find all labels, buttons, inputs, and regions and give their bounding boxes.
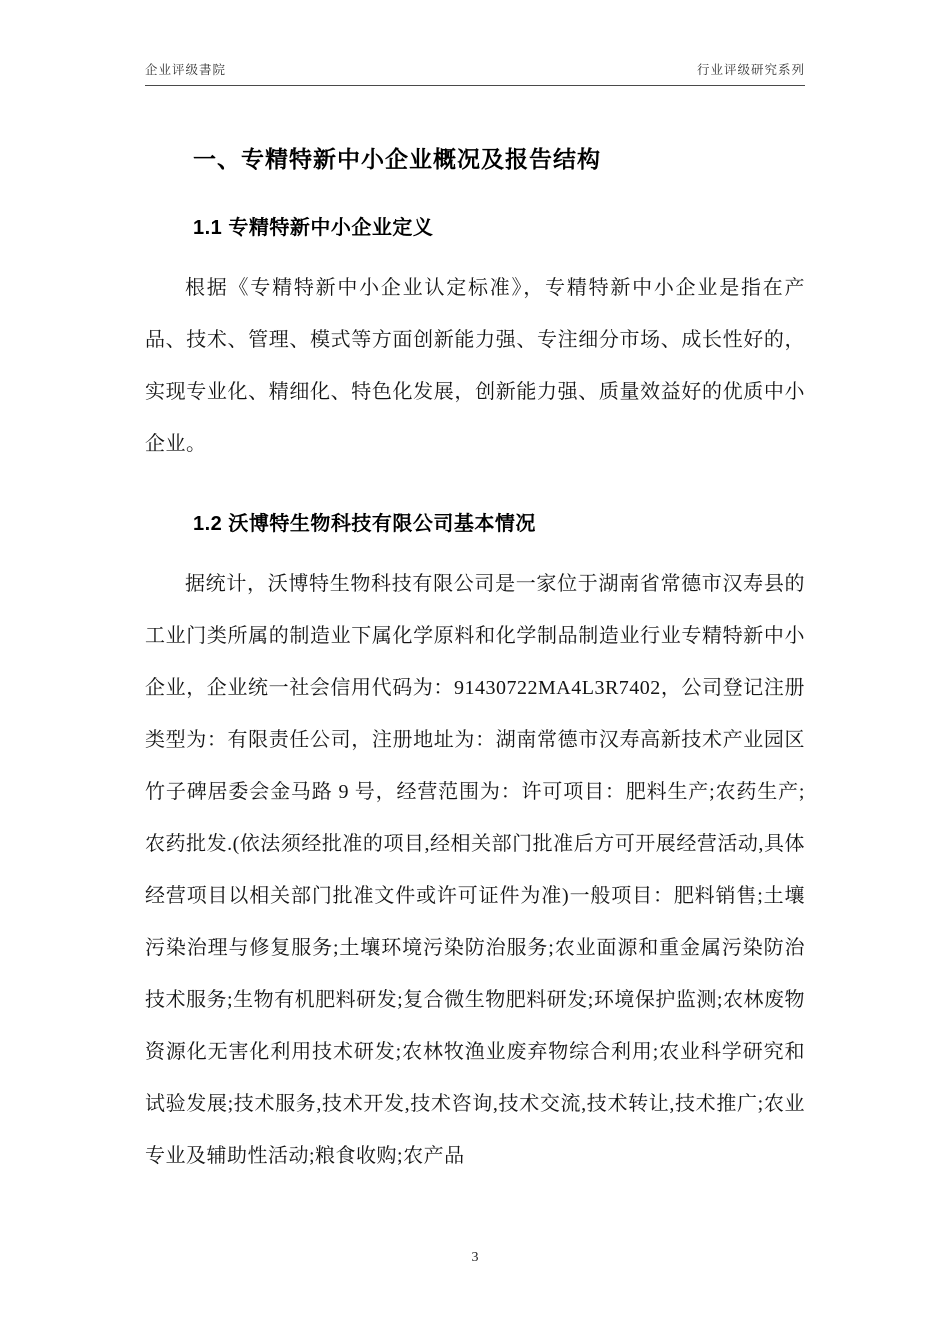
section-heading-1-2: 1.2 沃博特生物科技有限公司基本情况 (193, 512, 536, 535)
chapter-heading: 一、专精特新中小企业概况及报告结构 (193, 146, 601, 172)
page-footer (0, 1250, 950, 1266)
page-header (145, 60, 805, 86)
page-number: 3 (471, 1250, 479, 1265)
header-left-text: 企业评级書院 (145, 63, 227, 77)
section-heading-1-1: 1.1 专精特新中小企业定义 (193, 216, 434, 239)
document-body (145, 146, 805, 1182)
header-right-text: 行业评级研究系列 (696, 63, 805, 77)
paragraph-section-1-1: 根据《专精特新中小企业认定标准》，专精特新中小企业是指在产品、技术、管理、模式等方面创新能力强、专注细分市场、成长性好的，实现专业化、精细化、特色化发展，创新能力强、质量效益好的优质中小企业。 (145, 276, 805, 455)
paragraph-section-1-2: 据统计，沃博特生物科技有限公司是一家位于湖南省常德市汉寿县的工业门类所属的制造业下属化学原料和化学制品制造业行业专精特新中小企业，企业统一社会信用代码为：91430722MA4L3R7402，公司登记注册类型为：有限责任公司，注册地址为：湖南常德市汉寿高新技术产业园区竹子碑居委会金马路 9 号，经营范围为：许可项目：肥料生产;农药生产;农药批发.(依法须经批准的项目,经相关部门批准后方可开展经营活动,具体经营项目以相关部门批准文件或许可证件为准)一般项目：肥料销售;土壤污染治理与修复服务;土壤环境污染防治服务;农业面源和重金属污染防治技术服务;生物有机肥料研发;复合微生物肥料研发;环境保护监测;农林废物资源化无害化利用技术研发;农林牧渔业废弃物综合利用;农业科学研究和试验发展;技术服务,技术开发,技术咨询,技术交流,技术转让,技术推广;农业专业及辅助性活动;粮食收购;农产品 (145, 572, 805, 1167)
